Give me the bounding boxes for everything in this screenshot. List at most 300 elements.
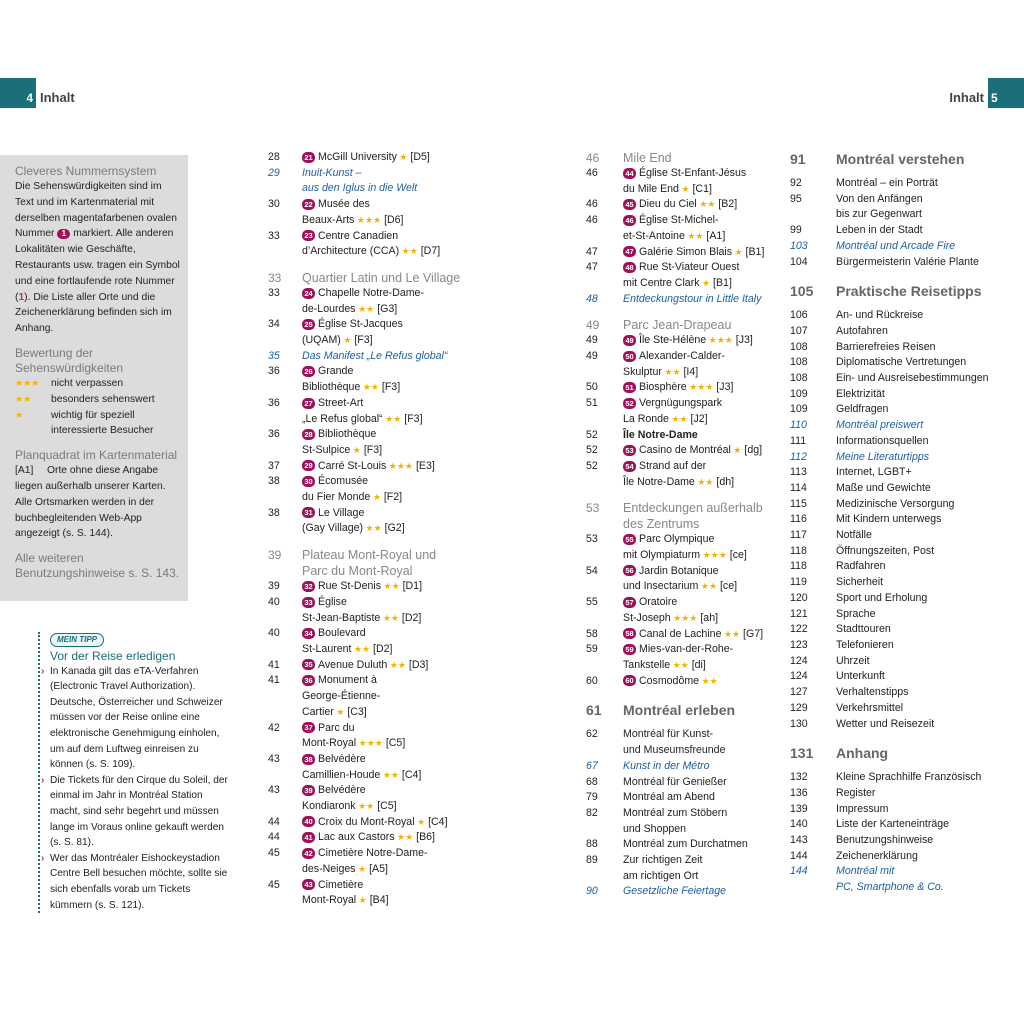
toc-page-number: 43 xyxy=(268,784,280,797)
toc-page-number: 46 xyxy=(586,151,600,165)
toc-entry-text xyxy=(302,474,498,490)
star-rating-icon: ★ xyxy=(340,335,352,346)
entry-title: Verhaltenstipps xyxy=(836,686,909,699)
entry-title: McGill University xyxy=(318,151,397,163)
toc-entry-text xyxy=(623,229,801,245)
toc-entry xyxy=(586,790,801,806)
toc-entry-text xyxy=(302,673,498,689)
toc-entry-text xyxy=(302,412,498,428)
map-grid-reference: [F2] xyxy=(380,491,403,504)
toc-entry-text xyxy=(623,727,801,743)
toc-page-number: 95 xyxy=(790,192,802,205)
toc-page-number: 107 xyxy=(790,324,808,337)
toc-entry xyxy=(586,611,801,627)
toc-page-number: 113 xyxy=(790,466,807,479)
entry-title: Internet, LGBT+ xyxy=(836,466,912,479)
entry-title: Quartier Latin und Le Village xyxy=(302,270,461,285)
entry-title: des-Neiges xyxy=(302,862,356,875)
map-grid-reference: [C1] xyxy=(689,182,712,195)
entry-title: Informationsquellen xyxy=(836,434,929,447)
toc-entry-text xyxy=(623,884,801,900)
toc-entry xyxy=(586,775,801,791)
toc-entry-text xyxy=(836,176,1024,192)
toc-page-number: 52 xyxy=(586,428,598,441)
entry-title: mit Centre Clark xyxy=(623,276,700,289)
toc-entry xyxy=(268,229,498,245)
toc-entry xyxy=(268,799,498,815)
entry-title: Boulevard xyxy=(318,627,366,640)
toc-entry xyxy=(586,229,801,245)
toc-entry xyxy=(268,490,498,506)
entry-title: Skulptur xyxy=(623,365,662,378)
toc-page-number xyxy=(586,548,623,564)
map-grid-reference: [B4] xyxy=(366,894,389,907)
toc-entry xyxy=(268,783,498,799)
toc-entry-text xyxy=(302,658,498,674)
toc-entry-text xyxy=(623,349,801,365)
entry-title: Impressum xyxy=(836,802,889,815)
toc-entry xyxy=(586,642,801,658)
toc-page-number xyxy=(790,880,836,896)
toc-entry xyxy=(586,412,801,428)
entry-title: Cimetière Notre-Dame- xyxy=(318,847,428,860)
toc-column-2 xyxy=(586,150,801,900)
toc-entry-text xyxy=(836,849,1024,865)
info-text: Die Sehenswürdigkeiten sind im Text und im Kartenmaterial mit derselben magentafarbenen ovalen Nummer 1 markiert. Alle anderen Lokalitäten wie Geschäfte, Restaurants usw. tragen ein Symbol und eine fortlaufende rote Nummer (1). Die Liste aller Orte und die Zeichenerklärung befinden sich im Anhang. xyxy=(15,181,180,335)
toc-page-number xyxy=(268,768,302,784)
toc-entry-text xyxy=(623,245,801,261)
sight-number-marker: 30 xyxy=(302,476,315,487)
toc-entry xyxy=(268,197,498,213)
toc-entry xyxy=(268,150,498,166)
toc-entry-text xyxy=(623,500,801,516)
toc-page-number xyxy=(268,736,302,752)
map-grid-reference: [F3] xyxy=(401,412,423,425)
toc-entry xyxy=(790,207,1024,223)
toc-entry-text xyxy=(302,521,498,537)
star-rating-icon: ★★ xyxy=(668,413,688,424)
map-grid-reference: [I4] xyxy=(680,365,699,378)
entry-title: (Gay Village) xyxy=(302,522,364,535)
toc-entry-text xyxy=(836,864,1024,880)
toc-page-number: 115 xyxy=(790,497,807,510)
toc-entry-text xyxy=(836,150,1024,168)
entry-title: Musée des xyxy=(318,198,370,211)
toc-entry xyxy=(790,255,1024,271)
entry-title: du Fier Monde xyxy=(302,491,371,504)
toc-entry-text xyxy=(302,396,498,412)
entry-title: St-Joseph xyxy=(623,611,671,624)
toc-entry-text xyxy=(623,579,801,595)
toc-entry-text xyxy=(836,575,1024,591)
entry-title: Belvédère xyxy=(318,784,366,797)
entry-title: Öffnungszeiten, Post xyxy=(836,544,935,557)
toc-entry-text xyxy=(836,223,1024,239)
toc-entry-text xyxy=(302,783,498,799)
toc-page-number: 38 xyxy=(268,475,280,488)
map-grid-reference: [G3] xyxy=(374,302,398,315)
sight-number-marker: 48 xyxy=(623,262,636,273)
toc-entry xyxy=(790,512,1024,528)
toc-entry-text xyxy=(836,450,1024,466)
entry-title: Île Ste-Hélène xyxy=(639,334,707,347)
toc-entry-text xyxy=(836,497,1024,513)
toc-page-number xyxy=(586,229,623,245)
toc-entry-text xyxy=(302,689,498,705)
toc-entry-text xyxy=(302,547,498,563)
entry-title: Elektrizität xyxy=(836,387,885,400)
toc-entry-text xyxy=(623,166,801,182)
toc-entry-text xyxy=(302,595,498,611)
toc-entry-text xyxy=(302,878,498,894)
toc-entry xyxy=(790,481,1024,497)
toc-entry xyxy=(586,837,801,853)
toc-entry-text xyxy=(302,349,498,365)
toc-entry xyxy=(790,833,1024,849)
toc-entry xyxy=(586,213,801,229)
toc-section-heading xyxy=(586,500,801,516)
toc-entry-text xyxy=(836,481,1024,497)
toc-entry xyxy=(586,292,801,308)
info-heading: Bewertung der Sehenswürdigkeiten xyxy=(15,345,124,375)
toc-page-number: 40 xyxy=(268,595,280,608)
toc-entry xyxy=(586,822,801,838)
toc-page-number xyxy=(586,412,623,428)
toc-entry xyxy=(268,626,498,642)
sight-number-marker: 44 xyxy=(623,168,636,179)
star-rating-icon: ★ xyxy=(699,277,711,288)
entry-title: Rue St-Denis xyxy=(318,580,381,593)
map-grid-reference: [ce] xyxy=(726,549,747,562)
toc-page-number: 139 xyxy=(790,802,808,815)
map-grid-reference: [A5] xyxy=(366,862,388,875)
info-box xyxy=(0,155,188,601)
entry-title: Liste der Karteneinträge xyxy=(836,818,950,831)
toc-page-number: 28 xyxy=(268,151,280,163)
toc-page-number: 53 xyxy=(586,501,600,516)
entry-title: Autofahren xyxy=(836,324,888,337)
entry-title: Street-Art xyxy=(318,396,364,409)
entry-title: Zur richtigen Zeit xyxy=(623,854,703,867)
entry-title: Avenue Duluth xyxy=(318,658,388,671)
toc-entry-text xyxy=(623,532,801,548)
sight-number-marker: 45 xyxy=(623,199,636,210)
toc-page-number: 68 xyxy=(586,775,598,788)
toc-page-number xyxy=(268,705,302,721)
toc-entry-text xyxy=(836,802,1024,818)
entry-title: du Mile End xyxy=(623,182,679,195)
toc-entry xyxy=(268,846,498,862)
entry-title: bis zur Gegenwart xyxy=(836,208,922,221)
toc-page-number: 44 xyxy=(268,815,280,828)
tip-item: › Die Tickets für den Cirque du Soleil, der einmal im Jahr in Montréal Station macht, sind sehr begehrt und müssen lange im Voraus online gekauft werden (s. S. 81). xyxy=(50,773,228,851)
sight-number-marker: 41 xyxy=(302,832,315,843)
toc-page-number: 41 xyxy=(268,658,280,671)
toc-page-number: 89 xyxy=(586,854,598,867)
toc-entry-text xyxy=(836,622,1024,638)
sight-number-marker: 46 xyxy=(623,215,636,226)
entry-title: Stadttouren xyxy=(836,623,891,636)
toc-page-number: 82 xyxy=(586,806,598,819)
toc-entry-text xyxy=(623,564,801,580)
entry-title: Wetter und Reisezeit xyxy=(836,717,935,730)
toc-entry xyxy=(586,564,801,580)
toc-page-number: 58 xyxy=(586,627,598,640)
toc-entry-text xyxy=(302,229,498,245)
toc-entry-text xyxy=(302,302,498,318)
toc-page-number xyxy=(586,822,623,838)
toc-page-number: 79 xyxy=(586,791,598,804)
entry-title: Île Notre-Dame xyxy=(623,428,698,441)
entry-title: Lac aux Castors xyxy=(318,831,395,844)
toc-page-number: 35 xyxy=(268,349,280,362)
toc-entry-text xyxy=(623,182,801,198)
entry-title: Uhrzeit xyxy=(836,654,870,667)
toc-page-number: 61 xyxy=(586,702,602,719)
star-icon: ★ xyxy=(15,409,24,420)
toc-entry xyxy=(790,786,1024,802)
toc-entry-text xyxy=(302,270,498,286)
toc-entry xyxy=(268,521,498,537)
toc-page-number: 36 xyxy=(268,365,280,378)
page-number-left: 4 xyxy=(0,78,36,108)
toc-page-number xyxy=(586,516,623,532)
toc-entry-text xyxy=(623,380,801,396)
toc-page-number: 108 xyxy=(790,372,808,385)
toc-entry xyxy=(268,579,498,595)
header-title-right: Inhalt xyxy=(949,90,984,105)
entry-title: Montréal zum Durchatmen xyxy=(623,838,748,851)
toc-entry-text xyxy=(623,412,801,428)
entry-title: Île Notre-Dame xyxy=(623,475,695,488)
entry-title: Sprache xyxy=(836,607,876,620)
toc-page-number: 88 xyxy=(586,838,598,851)
toc-section-heading xyxy=(268,270,498,286)
toc-page-number: 117 xyxy=(790,529,807,542)
entry-title: Bibliothèque xyxy=(302,381,361,394)
toc-entry-text xyxy=(623,701,801,719)
toc-page-number: 44 xyxy=(268,831,280,844)
toc-page-number: 40 xyxy=(268,627,280,640)
info-heading: Alle weiteren Benutzungshinweise s. S. 143. xyxy=(15,551,180,581)
map-grid-reference: [D2] xyxy=(370,642,393,655)
entry-title: Parc Olympique xyxy=(639,533,715,546)
toc-entry xyxy=(586,365,801,381)
entry-title: und Shoppen xyxy=(623,822,687,835)
toc-entry xyxy=(790,770,1024,786)
toc-entry-text xyxy=(623,790,801,806)
toc-entry xyxy=(790,717,1024,733)
header-right xyxy=(945,78,1024,108)
toc-entry xyxy=(268,506,498,522)
toc-entry xyxy=(586,475,801,491)
toc-entry xyxy=(790,685,1024,701)
toc-page-number: 132 xyxy=(790,771,808,784)
toc-entry xyxy=(268,830,498,846)
entry-title: Grande xyxy=(318,365,354,378)
toc-entry xyxy=(586,459,801,475)
sight-number-marker: 52 xyxy=(623,398,636,409)
star-rating-icon: ★ xyxy=(355,863,367,874)
toc-entry xyxy=(790,654,1024,670)
star-rating-icon: ★ xyxy=(730,445,742,456)
toc-page-number: 49 xyxy=(586,334,598,347)
sight-number-marker: 55 xyxy=(623,534,636,545)
toc-entry-text xyxy=(302,611,498,627)
toc-page-number: 55 xyxy=(586,596,598,609)
toc-entry xyxy=(268,611,498,627)
toc-entry-text xyxy=(836,685,1024,701)
toc-page-number: 114 xyxy=(790,481,807,494)
rating-row: ★★★ nicht verpassen xyxy=(15,376,182,392)
toc-entry-text xyxy=(623,837,801,853)
marker-icon: 1 xyxy=(57,229,70,239)
toc-entry xyxy=(586,396,801,412)
toc-entry-text xyxy=(836,786,1024,802)
toc-entry-text xyxy=(302,213,498,229)
toc-page-number: 123 xyxy=(790,638,808,651)
toc-page-number: 43 xyxy=(268,752,280,765)
entry-title: Zeichenerklärung xyxy=(836,849,918,862)
rating-row: ★ wichtig für speziell interessierte Besucher xyxy=(15,408,182,440)
toc-entry-text xyxy=(302,846,498,862)
toc-page-number: 67 xyxy=(586,759,598,772)
sight-number-marker: 58 xyxy=(623,628,636,639)
info-heading: Planquadrat im Kartenmaterial xyxy=(15,448,178,463)
star-rating-icon: ★★ xyxy=(698,581,718,592)
toc-page-number: 41 xyxy=(268,674,280,687)
toc-entry xyxy=(268,333,498,349)
map-grid-reference: [C3] xyxy=(344,705,367,718)
star-icon: ★★ xyxy=(15,393,32,404)
star-rating-icon: ★★★ xyxy=(356,738,383,749)
toc-column-1 xyxy=(268,150,498,909)
sight-number-marker: 43 xyxy=(302,879,315,890)
star-rating-icon: ★★ xyxy=(399,246,418,257)
toc-entry-text xyxy=(836,544,1024,560)
toc-page-number: 109 xyxy=(790,387,808,400)
toc-page-number xyxy=(268,642,302,658)
toc-page-number: 129 xyxy=(790,701,808,714)
entry-title: „Le Refus global“ xyxy=(302,412,383,425)
toc-entry xyxy=(268,349,498,365)
entry-title: Jardin Botanique xyxy=(639,564,719,577)
toc-entry xyxy=(268,752,498,768)
map-grid-reference: [B1] xyxy=(710,276,732,289)
toc-page-number: 143 xyxy=(790,834,808,847)
toc-entry xyxy=(586,627,801,643)
toc-entry-text xyxy=(623,365,801,381)
toc-page-number xyxy=(586,869,623,885)
star-rating-icon: ★★★ xyxy=(706,335,733,346)
entry-title: Cartier xyxy=(302,705,334,718)
entry-title: Montréal preiswert xyxy=(836,419,924,432)
toc-page-number: 51 xyxy=(586,397,598,410)
entry-title: Oratoire xyxy=(639,596,678,609)
toc-page-number: 34 xyxy=(268,318,280,331)
toc-entry xyxy=(268,443,498,459)
toc-entry-text xyxy=(302,799,498,815)
toc-page-number: 33 xyxy=(268,270,282,285)
toc-entry xyxy=(790,340,1024,356)
star-rating-icon: ★ xyxy=(396,152,408,162)
toc-entry xyxy=(268,768,498,784)
toc-page-number xyxy=(586,475,623,491)
star-rating-icon: ★★ xyxy=(670,659,689,670)
star-rating-icon: ★ xyxy=(356,895,367,906)
toc-page-number: 50 xyxy=(586,381,598,394)
toc-page-number: 33 xyxy=(268,286,280,299)
toc-entry xyxy=(790,701,1024,717)
sight-number-marker: 29 xyxy=(302,460,315,471)
entry-title: George-Étienne- xyxy=(302,690,381,703)
toc-entry-text xyxy=(623,658,801,674)
toc-entry xyxy=(586,166,801,182)
toc-entry xyxy=(586,579,801,595)
toc-entry xyxy=(586,182,801,198)
toc-entry xyxy=(790,308,1024,324)
toc-entry-text xyxy=(623,759,801,775)
toc-entry xyxy=(790,371,1024,387)
toc-page-number: 47 xyxy=(586,245,598,258)
toc-page-number: 99 xyxy=(790,224,802,237)
entry-title: und Insectarium xyxy=(623,580,699,593)
toc-entry-text xyxy=(623,611,801,627)
entry-title: Montréal und Arcade Fire xyxy=(836,239,956,252)
toc-entry-text xyxy=(302,579,498,595)
sight-number-marker: 53 xyxy=(623,445,636,456)
toc-page-number: 144 xyxy=(790,865,808,878)
map-grid-reference: [G7] xyxy=(740,627,764,640)
toc-entry xyxy=(790,497,1024,513)
star-rating-icon: ★★ xyxy=(360,382,379,393)
toc-page-number xyxy=(268,412,302,428)
toc-entry-text xyxy=(302,768,498,784)
entry-title: Parc du xyxy=(318,721,355,734)
entry-title: am richtigen Ort xyxy=(623,869,699,882)
sight-number-marker: 28 xyxy=(302,429,315,440)
toc-entry-text xyxy=(302,459,498,475)
toc-entry xyxy=(790,591,1024,607)
toc-entry xyxy=(790,864,1024,880)
toc-entry xyxy=(268,364,498,380)
sight-number-marker: 31 xyxy=(302,507,315,518)
entry-title: Plateau Mont-Royal und xyxy=(302,548,437,563)
toc-entry-text xyxy=(623,743,801,759)
toc-entry-text xyxy=(623,516,801,532)
toc-page-number: 90 xyxy=(586,885,598,898)
map-grid-reference: [C5] xyxy=(382,737,406,750)
toc-entry-text xyxy=(623,853,801,869)
toc-page-number xyxy=(268,490,302,506)
entry-title: Rue St-Viateur Ouest xyxy=(639,261,740,274)
toc-entry-text xyxy=(302,286,498,302)
entry-title: de-Lourdes xyxy=(302,302,356,315)
toc-entry-text xyxy=(836,255,1024,271)
toc-entry-text xyxy=(836,239,1024,255)
toc-page-number: 111 xyxy=(790,434,807,447)
toc-page-number: 59 xyxy=(586,643,598,656)
entry-title: Diplomatische Vertretungen xyxy=(836,356,967,369)
toc-page-number: 108 xyxy=(790,340,808,353)
toc-entry-text xyxy=(302,443,498,459)
toc-entry xyxy=(586,532,801,548)
entry-title: Entdeckungen außerhalb xyxy=(623,501,763,516)
toc-entry-text xyxy=(836,833,1024,849)
entry-title: mit Olympiaturm xyxy=(623,549,701,562)
toc-page-number: 52 xyxy=(586,459,598,472)
toc-entry-text xyxy=(836,717,1024,733)
